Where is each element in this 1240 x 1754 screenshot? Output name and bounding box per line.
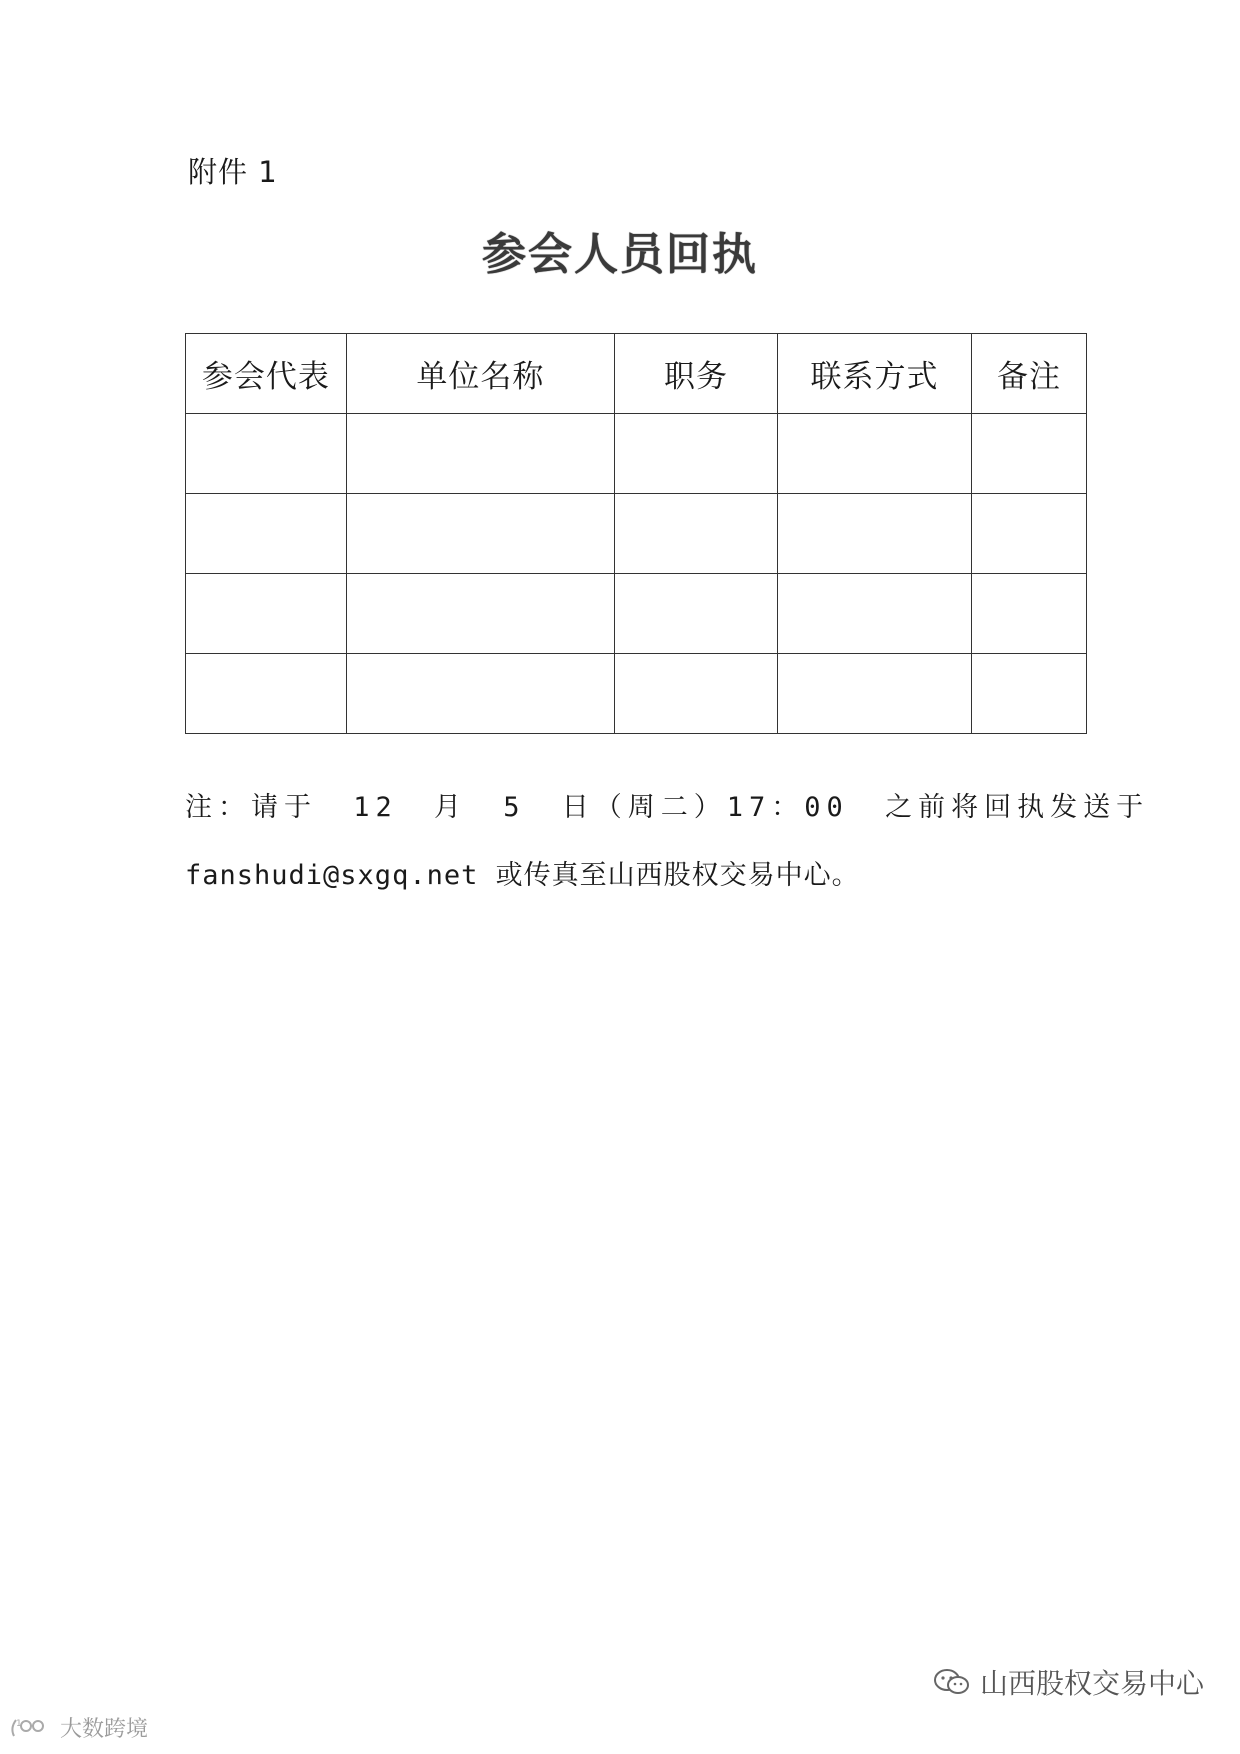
header-position: 职务 <box>615 334 778 414</box>
receipt-table <box>185 333 1087 734</box>
document-title: 参会人员回执 <box>482 229 758 280</box>
footer-brand <box>932 1662 1204 1702</box>
table-cell[interactable] <box>777 654 971 734</box>
table-cell[interactable] <box>972 654 1087 734</box>
wechat-icon <box>932 1667 972 1697</box>
table-cell[interactable] <box>186 494 347 574</box>
table-cell[interactable] <box>615 494 778 574</box>
header-organization: 单位名称 <box>346 334 614 414</box>
table-cell[interactable] <box>777 414 971 494</box>
note-line-1: 注：请于 12 月 5 日（周二）17：00 之前将回执发送于 <box>185 792 1150 823</box>
table-cell[interactable] <box>615 654 778 734</box>
header-representative: 参会代表 <box>186 334 347 414</box>
table-cell[interactable] <box>346 654 614 734</box>
table-cell[interactable] <box>615 414 778 494</box>
table-row <box>186 494 1087 574</box>
watermark-logo-icon <box>8 1714 54 1742</box>
table-cell[interactable] <box>346 574 614 654</box>
watermark <box>8 1712 148 1743</box>
header-contact: 联系方式 <box>777 334 971 414</box>
table-cell[interactable] <box>186 574 347 654</box>
table-row <box>186 574 1087 654</box>
watermark-text: 大数跨境 <box>60 1717 149 1742</box>
table-cell[interactable] <box>186 654 347 734</box>
table-row <box>186 414 1087 494</box>
table-header-row <box>186 334 1087 414</box>
attachment-label: 附件 1 <box>188 155 278 189</box>
table-cell[interactable] <box>615 574 778 654</box>
table-cell[interactable] <box>972 574 1087 654</box>
table-cell[interactable] <box>972 414 1087 494</box>
table-cell[interactable] <box>777 574 971 654</box>
table-cell[interactable] <box>346 494 614 574</box>
header-remarks: 备注 <box>972 334 1087 414</box>
table-cell[interactable] <box>972 494 1087 574</box>
table-cell[interactable] <box>186 414 347 494</box>
table-cell[interactable] <box>777 494 971 574</box>
table-cell[interactable] <box>346 414 614 494</box>
table-row <box>186 654 1087 734</box>
note-line-2: fanshudi@sxgq.net 或传真至山西股权交易中心。 <box>185 860 860 891</box>
svg-text:1: 1 <box>16 1718 22 1729</box>
footer-brand-name: 山西股权交易中心 <box>979 1667 1204 1700</box>
